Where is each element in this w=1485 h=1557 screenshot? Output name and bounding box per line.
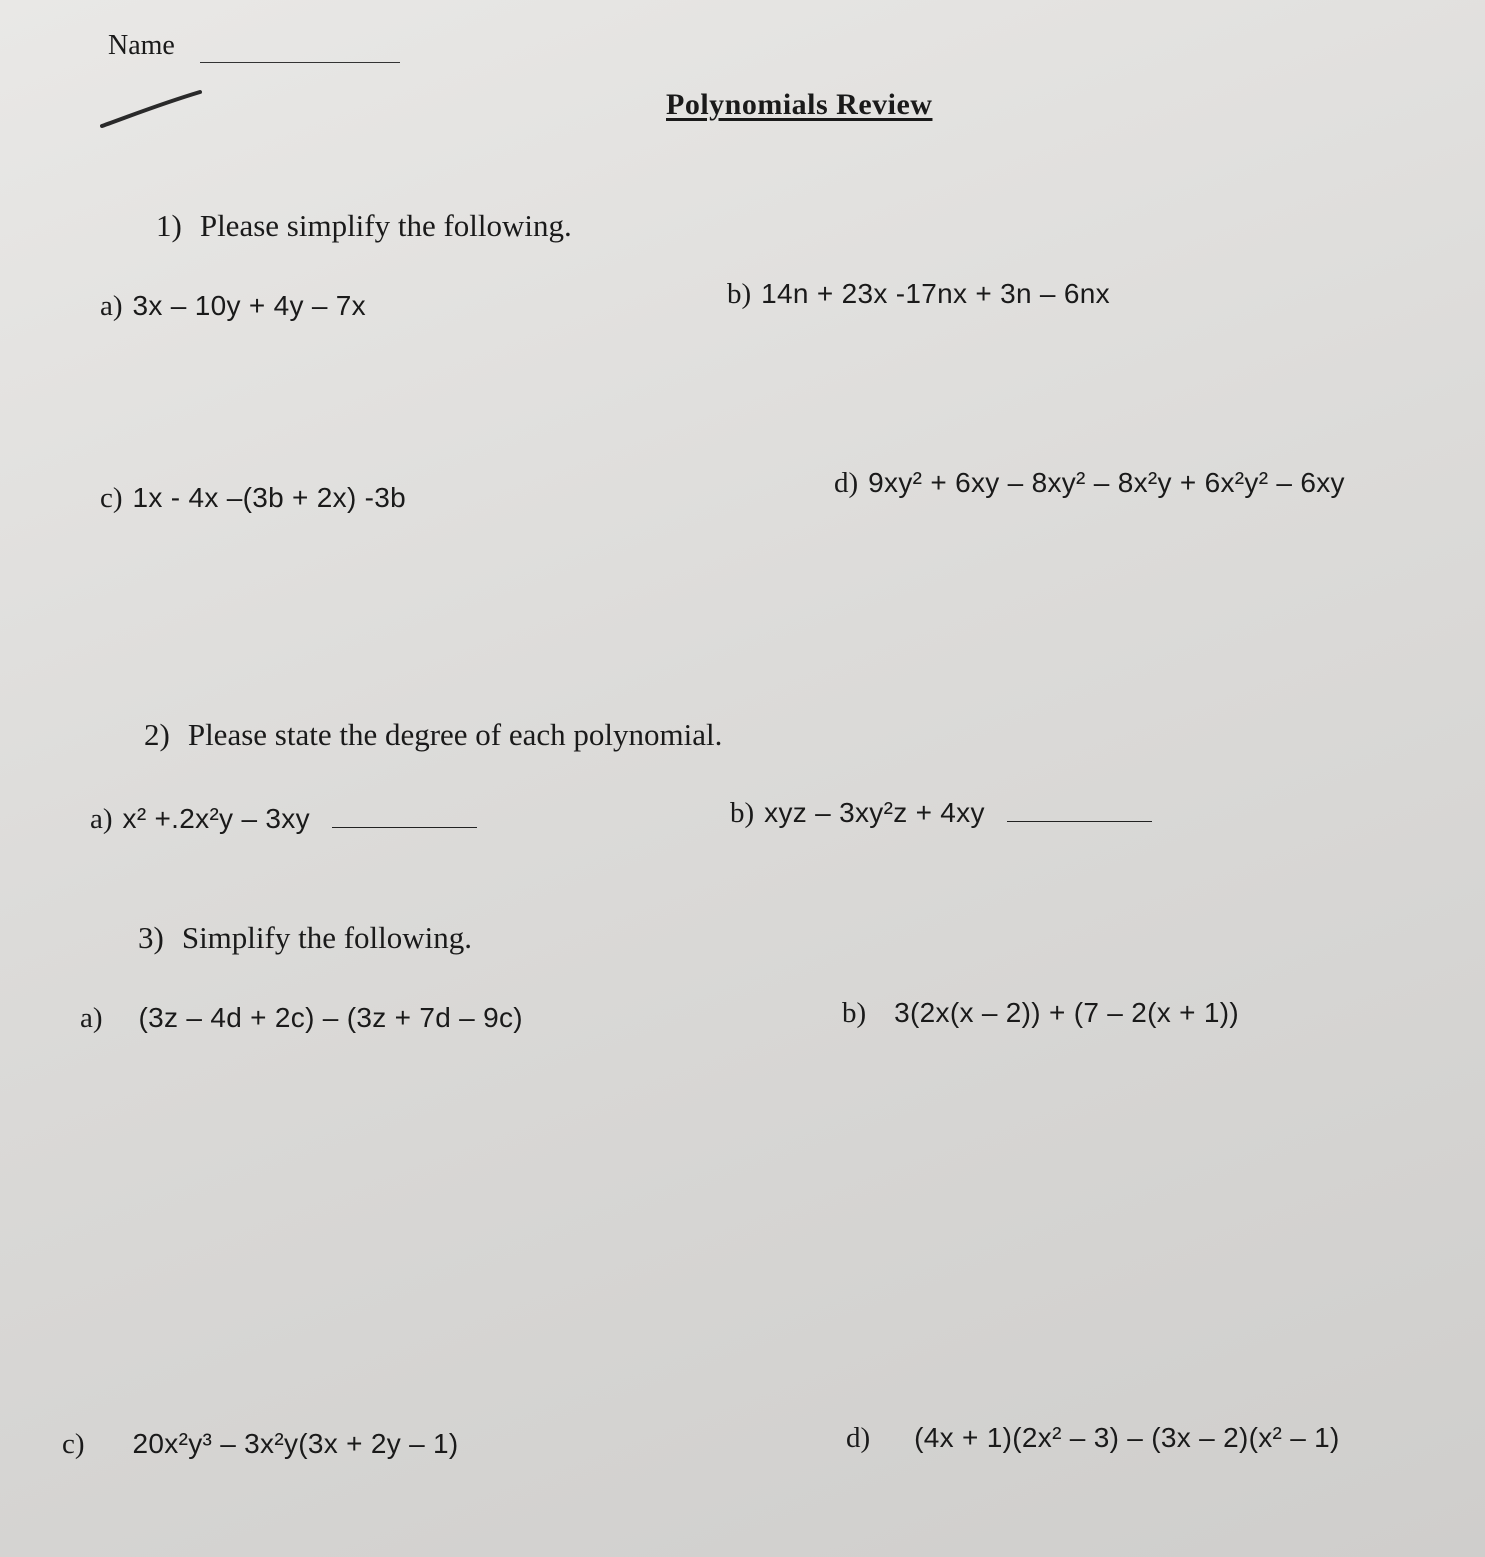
item-label: d) <box>846 1422 871 1454</box>
item-expression: 14n + 23x -17nx + 3n – 6nx <box>761 278 1110 309</box>
question-2a <box>90 803 477 836</box>
question-1b <box>727 278 1110 311</box>
question-1a <box>100 290 366 323</box>
item-expression: x² +.2x²y – 3xy <box>122 803 310 834</box>
question-2b <box>730 797 1152 830</box>
item-label: d) <box>834 467 859 499</box>
item-expression: xyz – 3xy²z + 4xy <box>764 797 985 828</box>
question-1d <box>834 467 1345 500</box>
item-expression: (4x + 1)(2x² – 3) – (3x – 2)(x² – 1) <box>914 1422 1340 1453</box>
item-label: c) <box>62 1428 85 1460</box>
item-expression: (3z – 4d + 2c) – (3z + 7d – 9c) <box>138 1002 523 1033</box>
item-expression: 1x - 4x –(3b + 2x) -3b <box>132 482 407 513</box>
item-expression: 3x – 10y + 4y – 7x <box>132 290 366 321</box>
question-2-prompt: Please state the degree of each polynomial. <box>187 717 723 752</box>
question-3-heading <box>138 920 472 956</box>
pen-stroke-mark <box>100 84 210 134</box>
item-label: b) <box>727 278 752 310</box>
item-expression: 9xy² + 6xy – 8xy² – 8x²y + 6x²y² – 6xy <box>868 467 1345 498</box>
item-label: b) <box>730 797 755 829</box>
question-3d <box>846 1422 1340 1455</box>
item-label: a) <box>100 290 123 322</box>
question-2-heading <box>144 717 722 753</box>
item-label: c) <box>100 482 123 514</box>
question-1c <box>100 482 406 515</box>
question-1-heading <box>156 208 572 244</box>
question-3-number: 3) <box>138 920 164 955</box>
name-blank-line[interactable] <box>200 62 400 63</box>
question-1-prompt: Please simplify the following. <box>199 208 572 243</box>
item-label: b) <box>842 997 867 1029</box>
answer-blank-2a[interactable] <box>332 827 477 828</box>
question-2-number: 2) <box>144 717 170 752</box>
question-1-number: 1) <box>156 208 182 243</box>
answer-blank-2b[interactable] <box>1007 821 1152 822</box>
question-3b <box>842 997 1239 1030</box>
item-expression: 3(2x(x – 2)) + (7 – 2(x + 1)) <box>894 997 1239 1028</box>
question-3a <box>80 1002 523 1035</box>
question-3-prompt: Simplify the following. <box>181 920 473 955</box>
question-3c <box>62 1428 459 1461</box>
item-label: a) <box>90 803 113 835</box>
name-label: Name <box>108 30 175 61</box>
item-expression: 20x²y³ – 3x²y(3x + 2y – 1) <box>132 1428 459 1459</box>
item-label: a) <box>80 1002 103 1034</box>
page-title: Polynomials Review <box>666 88 933 121</box>
